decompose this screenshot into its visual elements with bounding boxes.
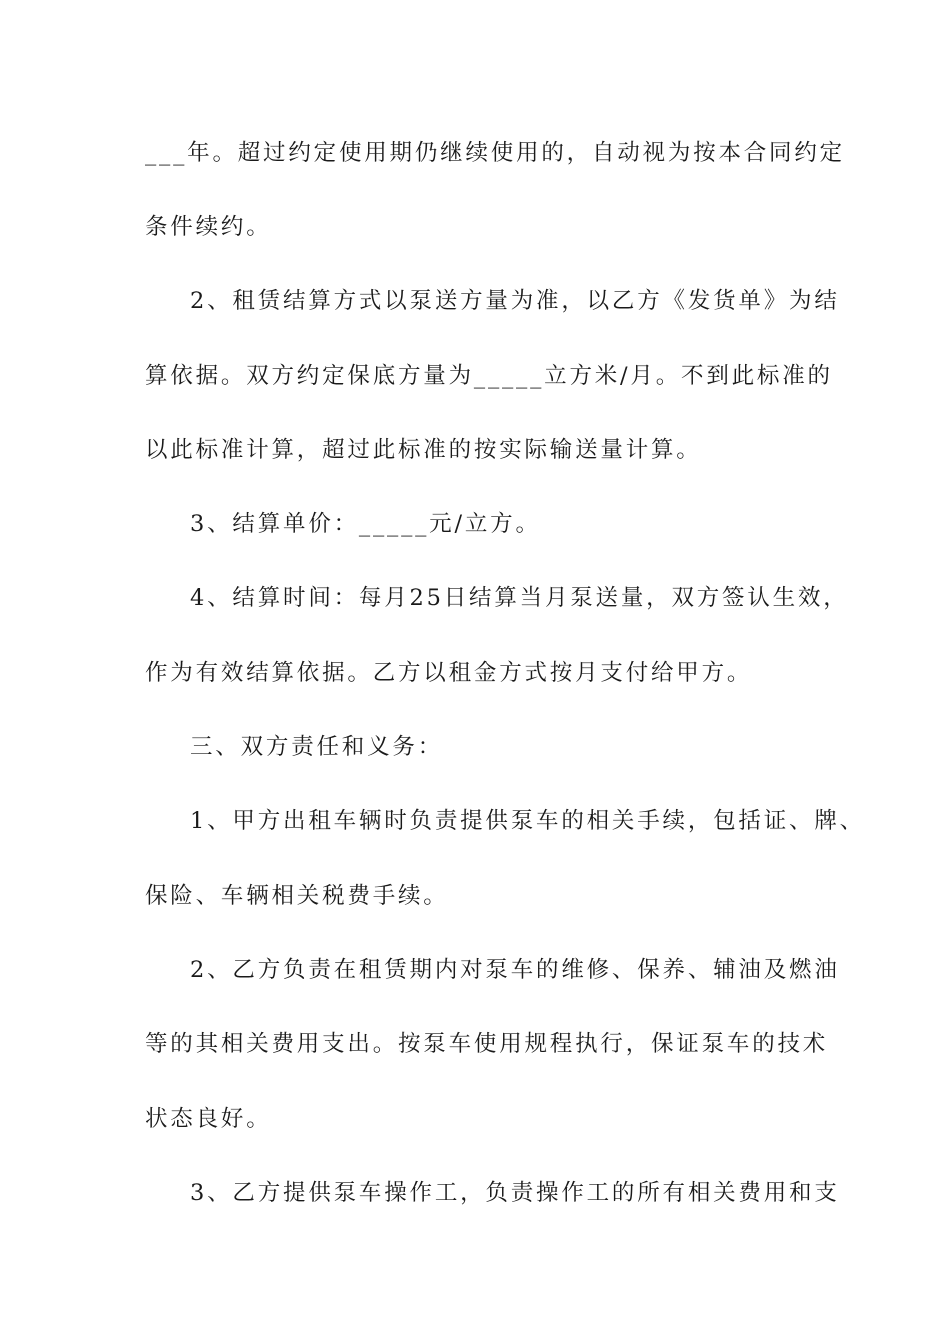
text-line: 算依据。双方约定保底方量为_____立方米/月。不到此标准的 xyxy=(145,363,833,389)
text-line: 2、租赁结算方式以泵送方量为准，以乙方《发货单》为结 xyxy=(190,288,840,314)
text-line: 4、结算时间：每月25日结算当月泵送量，双方签认生效， xyxy=(190,585,849,611)
section-heading: 三、双方责任和义务： xyxy=(190,734,444,760)
text-line: 2、乙方负责在租赁期内对泵车的维修、保养、辅油及燃油 xyxy=(190,957,840,983)
text-line: 等的其相关费用支出。按泵车使用规程执行，保证泵车的技术 xyxy=(145,1031,829,1057)
text-line: 3、结算单价：_____元/立方。 xyxy=(190,511,541,537)
text-line: ___年。超过约定使用期仍继续使用的，自动视为按本合同约定 xyxy=(145,140,845,166)
text-line: 条件续约。 xyxy=(145,214,272,240)
text-line: 保险、车辆相关税费手续。 xyxy=(145,883,449,909)
text-line: 3、乙方提供泵车操作工，负责操作工的所有相关费用和支 xyxy=(190,1180,840,1206)
text-line: 以此标准计算，超过此标准的按实际输送量计算。 xyxy=(145,437,702,463)
text-line: 作为有效结算依据。乙方以租金方式按月支付给甲方。 xyxy=(145,660,753,686)
text-line: 1、甲方出租车辆时负责提供泵车的相关手续，包括证、牌、 xyxy=(190,808,865,834)
text-line: 状态良好。 xyxy=(145,1106,272,1132)
